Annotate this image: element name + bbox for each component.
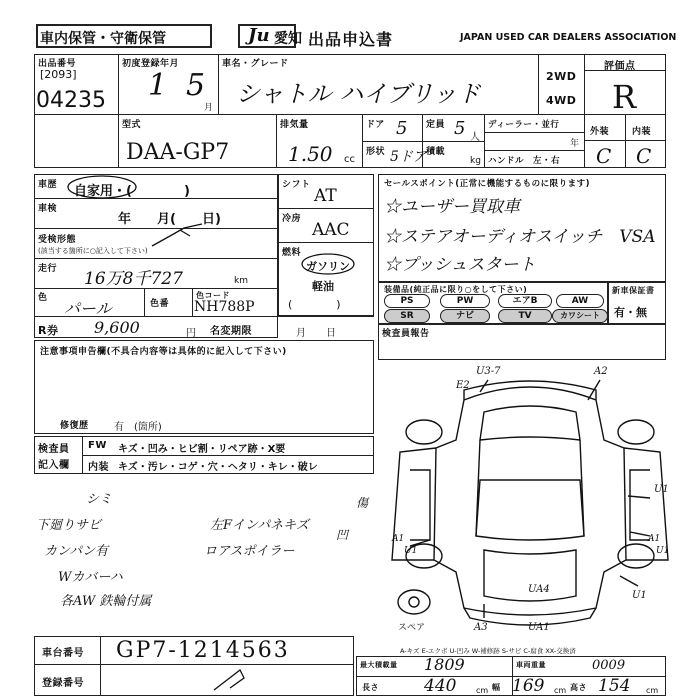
month-suffix: 月 [204, 103, 214, 113]
displacement: 1.50 [288, 142, 333, 166]
history-label: 車歴 [38, 180, 58, 190]
entry-label-1: 検査員 [38, 444, 70, 455]
model-code: DAA-GP7 [126, 140, 230, 165]
chassis-value: GP7-1214563 [116, 638, 290, 663]
storage-label: 車内保管・守衛保管 [40, 31, 166, 47]
ext-grade: C [596, 144, 612, 168]
note-1: シミ [86, 492, 113, 507]
mileage: 16万8千727 [84, 269, 183, 289]
note-5: ロアスポイラー [204, 544, 295, 559]
reg-mark [210, 664, 250, 694]
equip-pw: PW [440, 294, 490, 308]
note-2: 下廻りサビ [36, 518, 102, 533]
name-change-value: 月 日 [296, 328, 336, 339]
first-reg-label: 初度登録年月 [122, 59, 180, 69]
association-en: JAPAN USED CAR DEALERS ASSOCIATION [460, 32, 677, 43]
form-title: 出品申込書 [308, 30, 394, 49]
notes-label: 注意事項申告欄(不具合内容等は具体的に記入して下さい) [40, 347, 287, 357]
diagram-mark-a1-l: A1 [392, 534, 405, 544]
ext-label: 外装 [590, 127, 610, 137]
capacity-unit: 人 [470, 132, 480, 143]
diagram-mark-a3: A3 [474, 622, 488, 633]
shape-label: 形状 [366, 147, 386, 157]
repair-value: 有 (箇所) [114, 422, 162, 433]
first-reg-month: 5 [186, 68, 206, 103]
equip-leather: カワシート [552, 309, 608, 323]
association-jp: 愛知 [274, 31, 302, 47]
mileage-unit: km [234, 276, 248, 286]
diagram-mark-u1-b: U1 [632, 590, 647, 601]
accept-check-mark [150, 222, 206, 252]
drive-4wd: 4WD [546, 94, 577, 107]
accept-label: 受検形態 [38, 235, 77, 245]
recycle-amount: 9,600 [94, 318, 140, 337]
doors: 5 [396, 118, 408, 139]
note-4: カンパン有 [44, 544, 109, 559]
entry-label-2: 記入欄 [38, 460, 70, 471]
equip-aw: AW [556, 294, 604, 308]
width-unit: cm [554, 686, 567, 695]
diesel: 軽油 [312, 280, 334, 293]
drive-2wd: 2WD [546, 70, 577, 83]
first-reg-year: 1 [148, 68, 168, 103]
equip-sr: SR [384, 309, 430, 323]
note-3: 左Fインパネキズ [210, 518, 309, 533]
equipment-label: 装備品(純正品に限り○をして下さい) [384, 285, 528, 294]
width-label: 幅 [492, 683, 501, 692]
inspector-report-label: 検査員報告 [382, 329, 430, 339]
grade-value: R [612, 78, 637, 116]
diagram-mark-a2: A2 [594, 366, 608, 377]
diagram-mark-e2: E2 [456, 380, 470, 391]
warranty-value: 有・無 [614, 306, 647, 319]
length-label: 長さ [362, 683, 379, 692]
equip-ps: PS [384, 294, 430, 308]
fuel: ガソリン [306, 260, 350, 273]
selling-point-3: ☆プッシュスタート [384, 255, 536, 275]
fuel-label: 燃料 [282, 248, 302, 258]
year-label: 年 [570, 139, 580, 149]
inspection-value: 年 月( 日) [118, 212, 221, 227]
color-no-label: 色番 [150, 299, 170, 309]
mileage-label: 走行 [38, 264, 58, 274]
height: 154 [598, 676, 631, 696]
ac-label: 冷房 [282, 214, 302, 224]
int-text: キズ・汚レ・コゲ・穴・ヘタリ・キレ・破レ [118, 462, 318, 473]
load-label: 積載 [426, 147, 446, 157]
total-weight: 0009 [592, 658, 626, 673]
fuel-circle-mark [300, 252, 360, 276]
equip-tv: TV [498, 309, 552, 323]
width: 169 [512, 676, 545, 696]
repair-label: 修復歴 [60, 421, 89, 431]
accept-sub: (該当する箇所に○記入して下さい) [38, 247, 148, 255]
displacement-label: 排気量 [280, 120, 309, 130]
diagram-legend: A-キズ E-エクボ U-凹み W-補修跡 S-サビ C-腐食 XX-交換済 [400, 647, 576, 655]
shape: 5ドア [390, 149, 427, 165]
model-code-label: 型式 [122, 120, 142, 130]
color-code: NH788P [194, 299, 255, 315]
yen-unit: 円 [186, 328, 196, 339]
note-7: 各AW 鉄輪付属 [60, 594, 152, 609]
reg-label: 登録番号 [42, 678, 84, 689]
length-unit: cm [476, 686, 489, 695]
lot-sub-number: [2093] [40, 68, 77, 81]
length: 440 [424, 676, 457, 696]
diesel-parens: ( ) [288, 298, 341, 311]
handle-label: ハンドル 左・右 [488, 156, 561, 166]
inspection-label: 車検 [38, 204, 58, 214]
lot-label: 出品番号 [38, 59, 77, 69]
equip-navi: ナビ [440, 309, 490, 323]
model-label: 車名・グレード [222, 59, 289, 69]
history-value: 自家用・( ) [74, 184, 190, 199]
fw-text: キズ・凹み・ヒビ割・リペア跡・X要 [118, 444, 286, 455]
diagram-mark-u1-l2: U1 [404, 546, 418, 556]
int-label: 内装 [632, 127, 652, 137]
shift-label: シフト [282, 180, 311, 190]
side-note-1: 傷 [356, 496, 369, 510]
diagram-mark-ua1: UA1 [528, 622, 550, 633]
diagram-mark-u3: U3-7 [476, 366, 501, 377]
note-6: Wカバーハ [58, 570, 123, 585]
capacity-label: 定員 [426, 120, 446, 130]
history-circle-mark [66, 174, 138, 200]
name-change-label: 名変期限 [210, 326, 252, 337]
model-name: シャトル ハイブリッド [236, 80, 481, 108]
rated-load-label: 最大積載量 [360, 661, 398, 669]
cc-unit: cc [344, 154, 355, 165]
int-entry-label: 内装 [88, 462, 109, 473]
logo-mark: Ju [248, 25, 270, 46]
height-label: 高さ [570, 683, 587, 692]
diagram-mark-u1-r2: U1 [656, 546, 670, 556]
selling-points-label: セールスポイント(正常に機能するものに限ります) [384, 179, 591, 189]
int-grade: C [636, 144, 652, 168]
spare-label: スペア [398, 623, 426, 633]
height-unit: cm [646, 686, 659, 695]
selling-point-1: ☆ユーザー買取車 [384, 197, 520, 217]
side-note-2: 凹 [336, 528, 349, 542]
recycle-label: R券 [38, 324, 59, 337]
doors-label: ドア [366, 120, 385, 130]
lot-number: 04235 [36, 88, 106, 113]
selling-point-2: ☆ステアオーディオスイッチ VSA [384, 227, 656, 247]
shift: AT [314, 186, 337, 206]
rated-load: 1809 [424, 655, 465, 674]
color-label: 色 [38, 293, 48, 303]
capacity: 5 [454, 118, 466, 139]
chassis-label: 車台番号 [42, 648, 84, 659]
diagram-mark-u1-r: U1 [654, 484, 669, 495]
ac: AAC [312, 220, 350, 240]
equip-airbag: エアB [498, 294, 552, 308]
warranty-label: 新車保証書 [612, 286, 655, 295]
fw-label: FW [88, 440, 107, 451]
diagram-mark-a1-r: A1 [648, 534, 661, 544]
color: パール [64, 299, 112, 318]
total-weight-label: 車両重量 [516, 661, 546, 669]
color-code-label: 色コード [196, 291, 230, 300]
grade-label: 評価点 [604, 61, 636, 72]
diagram-mark-ua4: UA4 [528, 584, 550, 595]
kg-unit: kg [470, 156, 481, 166]
dealer-label: ディーラー・並行 [488, 120, 560, 130]
